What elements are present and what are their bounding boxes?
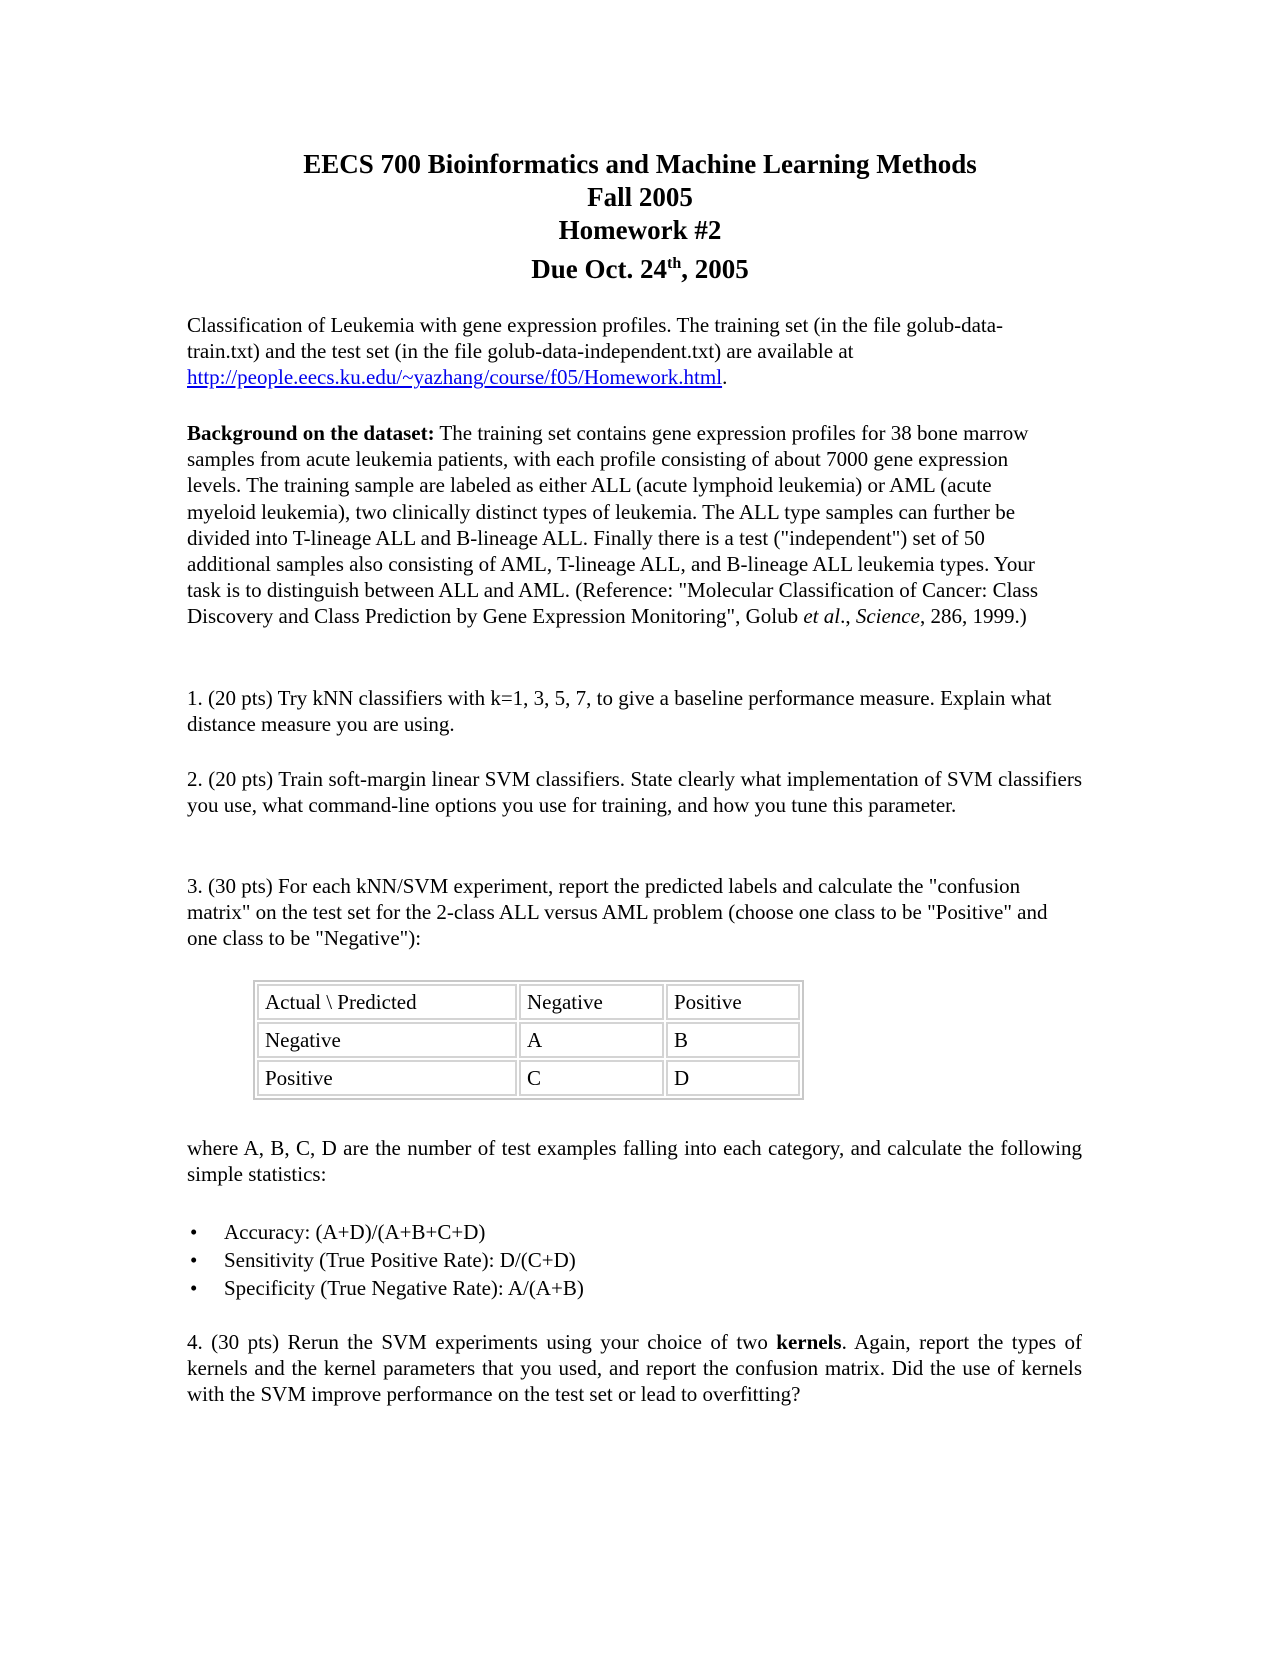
bullet-icon: • bbox=[190, 1276, 198, 1300]
table-row bbox=[257, 1022, 800, 1058]
table-cell: D bbox=[666, 1060, 800, 1096]
background-paragraph bbox=[187, 420, 1057, 630]
homework-number: Homework #2 bbox=[558, 215, 722, 245]
due-date-text: Due Oct. 24 bbox=[531, 254, 667, 284]
table-cell: A bbox=[519, 1022, 664, 1058]
list-item-text: Accuracy: (A+D)/(A+B+C+D) bbox=[224, 1220, 486, 1244]
list-item-text: Sensitivity (True Positive Rate): D/(C+D) bbox=[224, 1248, 576, 1272]
intro-paragraph bbox=[187, 312, 1037, 391]
question-4-text: 4. (30 pts) Rerun the SVM experiments using your choice of two bbox=[187, 1330, 777, 1354]
table-cell: B bbox=[666, 1022, 800, 1058]
table-cell: Actual \ Predicted bbox=[257, 984, 517, 1020]
table-row bbox=[257, 984, 800, 1020]
bullet-icon: • bbox=[190, 1220, 198, 1244]
list-item bbox=[187, 1246, 584, 1274]
table-cell: C bbox=[519, 1060, 664, 1096]
question-1: 1. (20 pts) Try kNN classifiers with k=1, 3, 5, 7, to give a baseline performance measure. Explain what distance measure you are using. bbox=[187, 686, 1052, 737]
course-title: EECS 700 Bioinformatics and Machine Learning Methods bbox=[303, 149, 977, 179]
question-4-rest: . Again, report the types of kernels and the kernel parameters that you used, and report the confusion matrix. Did the use of kernels with the SVM improve performance on the test set or lead to overfitting? bbox=[187, 1330, 1082, 1407]
background-text: The training set contains gene expression profiles for 38 bone marrow samples from acute leukemia patients, with each profile consisting of about 7000 gene expression levels. The training sample are labeled as either ALL (acute lymphoid leukemia) or AML (acute myeloid leukemia), two clinically distinct types of leukemia. The ALL type samples can further be divided into T-lineage ALL and B-lineage ALL. Finally there is a test ("independent") set of 50 additional samples also consisting of AML, T-lineage ALL, and B-lineage ALL leukemia types. Your task is to distinguish between ALL and AML. (Reference: "Molecular Classification of Cancer: Class Discovery and Class Prediction by Gene Expression Monitoring", Golub bbox=[187, 421, 1039, 629]
question-4-bold: kernels bbox=[776, 1330, 842, 1354]
list-item bbox=[187, 1274, 584, 1302]
bullet-icon: • bbox=[190, 1248, 198, 1272]
homework-link[interactable]: http://people.eecs.ku.edu/~yazhang/course/f05/Homework.html bbox=[187, 365, 723, 390]
question-2: 2. (20 pts) Train soft-margin linear SVM classifiers. State clearly what implementation of SVM classifiers you use, what command-line options you use for training, and how you tune this parameter. bbox=[187, 767, 1082, 818]
document-title bbox=[0, 148, 1280, 286]
statistics-intro: where A, B, C, D are the number of test examples falling into each category, and calculate the following simple statistics: bbox=[187, 1136, 1082, 1187]
intro-text: Classification of Leukemia with gene expression profiles. The training set (in the file golub-data-train.txt) and the test set (in the file golub-data-independent.txt) are available at bbox=[187, 313, 1004, 364]
list-item-text: Specificity (True Negative Rate): A/(A+B) bbox=[224, 1276, 584, 1300]
background-journal: Science bbox=[855, 604, 920, 629]
background-mid: ., bbox=[840, 604, 856, 629]
question-3: 3. (30 pts) For each kNN/SVM experiment, report the predicted labels and calculate the "confusion matrix" on the test set for the 2-class ALL versus AML problem (choose one class to be "Positive" and one class to be "Negative"): bbox=[187, 874, 1048, 951]
list-item bbox=[187, 1218, 584, 1246]
due-date bbox=[0, 247, 1280, 286]
confusion-matrix-table bbox=[253, 980, 804, 1100]
table-row bbox=[257, 1060, 800, 1096]
table-cell: Negative bbox=[257, 1022, 517, 1058]
table-cell: Positive bbox=[257, 1060, 517, 1096]
due-date-year: , 2005 bbox=[681, 254, 749, 284]
background-label: Background on the dataset: bbox=[187, 421, 435, 445]
intro-end: . bbox=[722, 365, 728, 390]
term: Fall 2005 bbox=[587, 182, 693, 212]
background-etal: et al bbox=[803, 604, 841, 629]
table-cell: Negative bbox=[519, 984, 664, 1020]
question-4 bbox=[187, 1329, 1082, 1408]
due-date-sup: th bbox=[667, 255, 682, 272]
background-end: , 286, 1999.) bbox=[919, 604, 1027, 629]
table-cell: Positive bbox=[666, 984, 800, 1020]
statistics-list bbox=[187, 1218, 584, 1302]
